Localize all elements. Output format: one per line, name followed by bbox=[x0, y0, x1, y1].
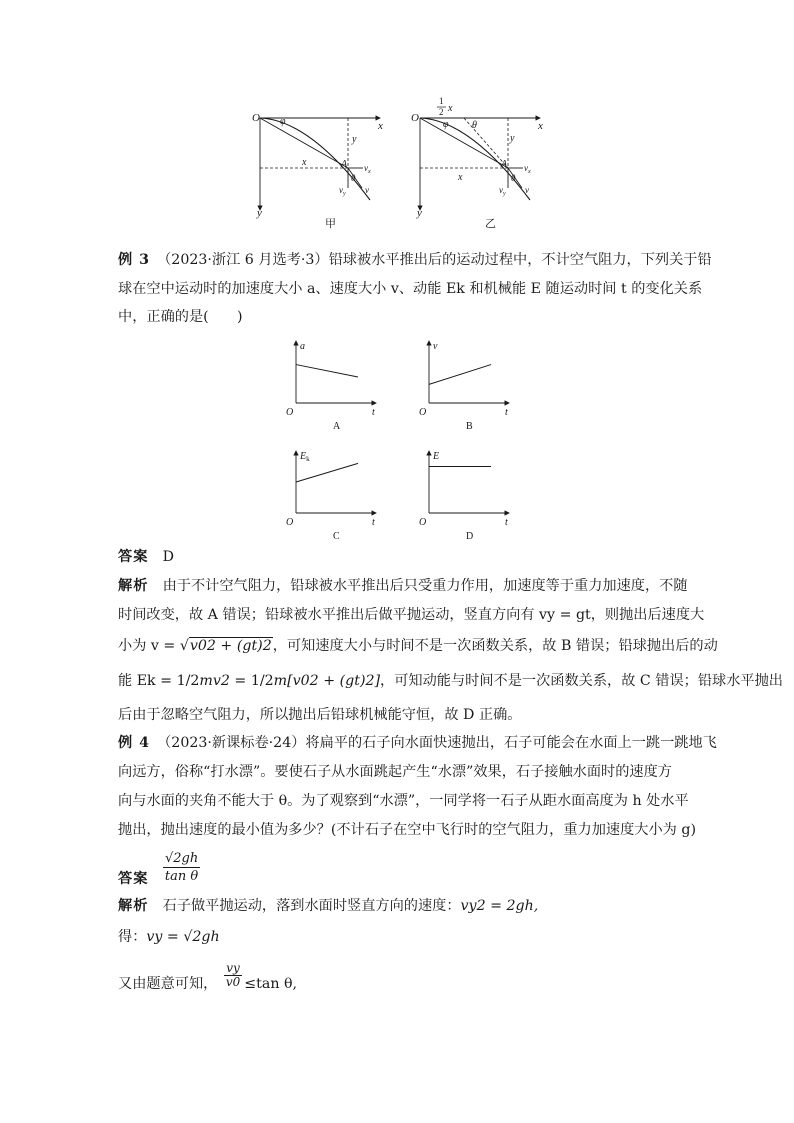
yi-half-x: x bbox=[448, 103, 453, 114]
graph-b-line bbox=[429, 365, 491, 385]
jia-angle-phi: φ bbox=[280, 116, 286, 127]
jia-origin: O bbox=[252, 112, 260, 124]
option-graph-a bbox=[282, 333, 382, 433]
graph-a-origin: O bbox=[286, 407, 294, 418]
jia-vx: $v_x$ bbox=[364, 163, 371, 175]
analysis4-line2: 得：vy = √2gh bbox=[118, 929, 220, 945]
graph-a-caption: A bbox=[333, 421, 341, 432]
answer3 bbox=[118, 548, 174, 566]
example3-line2: 球在空中运动时的加速度大小 a、速度大小 v、动能 Ek 和机械能 E 随运动时间 t 的变化关系 bbox=[118, 281, 703, 297]
half-fraction: 1/2 bbox=[176, 673, 200, 689]
yi-y-axis-label: y bbox=[417, 207, 422, 219]
example3-label: 例 3 bbox=[118, 252, 150, 268]
example4-line3: 向与水面的夹角不能大于 θ。为了观察到“水漂”，一同学将一石子从距水面高度为 h 处水平 bbox=[118, 793, 689, 809]
jia-theta: θ bbox=[351, 173, 356, 183]
graph-c-x-label: t bbox=[372, 517, 375, 528]
yi-half-num: 1 bbox=[439, 96, 444, 106]
yi-point-a: A bbox=[501, 159, 508, 170]
yi-vy: $v_y$ bbox=[499, 185, 506, 197]
jia-y-axis-label: y bbox=[257, 207, 262, 219]
answer3-value: D bbox=[162, 549, 174, 565]
analysis3-line4: 能 Ek = 1/2mv2 = 1/2m[v02 + (gt)2]，可知动能与时间不是一次函数关系，故 C 错误；铅球水平抛出 bbox=[118, 673, 783, 689]
figure-yi bbox=[405, 96, 555, 230]
analysis3-line5: 后由于忽略空气阻力，所以抛出后铅球机械能守恒，故 D 正确。 bbox=[118, 707, 522, 723]
answer4-label: 答案 bbox=[118, 870, 149, 887]
answer3-label: 答案 bbox=[118, 549, 149, 565]
graph-d-x-label: t bbox=[505, 517, 508, 528]
graph-b-caption: B bbox=[466, 421, 473, 432]
yi-vertical-y: y bbox=[510, 133, 515, 144]
graph-b-origin: O bbox=[419, 407, 427, 418]
graph-c-y-label: $E_k$ bbox=[300, 451, 310, 463]
analysis4-label: 解析 bbox=[118, 898, 149, 914]
yi-caption: 乙 bbox=[485, 218, 496, 230]
yi-vx: $v_x$ bbox=[524, 163, 531, 175]
analysis3-line3: 小为 v = √v02 + (gt)2，可知速度大小与时间不是一次函数关系，故 B 错误；铅球抛出后的动 bbox=[118, 638, 718, 654]
graph-c-line bbox=[296, 463, 358, 482]
example4-line4: 抛出，抛出速度的最小值为多少？(不计石子在空中飞行时的空气阻力，重力加速度大小为 g) bbox=[118, 822, 696, 838]
graph-b-x-label: t bbox=[505, 407, 508, 418]
jia-vertical-y: y bbox=[352, 134, 357, 145]
yi-origin: O bbox=[411, 112, 419, 124]
analysis4-velocity-ratio: $\frac{vy}{v0}$ bbox=[225, 961, 241, 989]
jia-point-a: A bbox=[341, 159, 348, 170]
analysis4-line3: 又由题意可知， $\frac{vy}{v0}$ ≤tan θ, bbox=[118, 961, 298, 992]
jia-x-axis-label: x bbox=[378, 120, 383, 132]
yi-theta: θ bbox=[511, 173, 516, 183]
analysis3-line1: 解析 由于不计空气阻力，铅球被水平推出后只受重力作用，加速度等于重力加速度，不随 bbox=[118, 578, 688, 594]
yi-x-axis-label: x bbox=[538, 120, 543, 132]
graph-d-origin: O bbox=[419, 517, 427, 528]
yi-theta-top: θ bbox=[472, 120, 477, 131]
example4-line2: 向远方，俗称“打水漂”。要使石子从水面跳起产生“水漂”效果，石子接触水面时的速度方 bbox=[118, 764, 672, 780]
graph-b-y-label: v bbox=[433, 341, 438, 352]
option-graph-d bbox=[415, 443, 515, 543]
analysis3-label: 解析 bbox=[118, 578, 149, 594]
answer4-fraction: $\frac{√2gh}{\text{tan θ}}$ bbox=[164, 851, 199, 884]
graph-d-y-label: E bbox=[433, 451, 440, 462]
option-graph-b bbox=[415, 333, 515, 433]
graph-c-caption: C bbox=[333, 531, 340, 542]
yi-v: v bbox=[525, 185, 529, 195]
jia-vy: $v_y$ bbox=[339, 185, 346, 197]
graph-d-caption: D bbox=[466, 531, 474, 542]
example3-line1: 例 3 （2023·浙江 6 月选考·3）铅球被水平推出后的运动过程中，不计空气阻力，下列关于铅 bbox=[118, 252, 712, 268]
example4-line1: 例 4 （2023·新课标卷·24）将扁平的石子向水面快速抛出，石子可能会在水面上一跳一跳地飞 bbox=[118, 735, 717, 751]
example3-line3: 中，正确的是( ) bbox=[118, 309, 243, 325]
option-graph-c bbox=[282, 443, 382, 543]
graph-a-y-label: a bbox=[300, 341, 305, 352]
example4-label: 例 4 bbox=[118, 735, 150, 751]
graph-a-line bbox=[296, 365, 358, 377]
jia-horizontal-x: x bbox=[302, 157, 307, 168]
graph-a-x-label: t bbox=[372, 407, 375, 418]
yi-angle-phi: φ bbox=[443, 119, 449, 130]
analysis4-line1: 解析 石子做平抛运动，落到水面时竖直方向的速度：vy2 = 2gh, bbox=[118, 898, 539, 914]
jia-v: v bbox=[365, 185, 369, 195]
analysis3-line2: 时间改变，故 A 错误；铅球被水平推出后做平抛运动，竖直方向有 vy = gt，则抛出后速度大 bbox=[118, 607, 705, 623]
jia-caption: 甲 bbox=[325, 218, 336, 230]
graph-c-origin: O bbox=[286, 517, 294, 528]
figure-jia bbox=[250, 110, 400, 230]
answer4 bbox=[118, 850, 202, 890]
yi-horizontal-x: x bbox=[458, 172, 463, 183]
yi-half-den: 2 bbox=[439, 107, 444, 117]
